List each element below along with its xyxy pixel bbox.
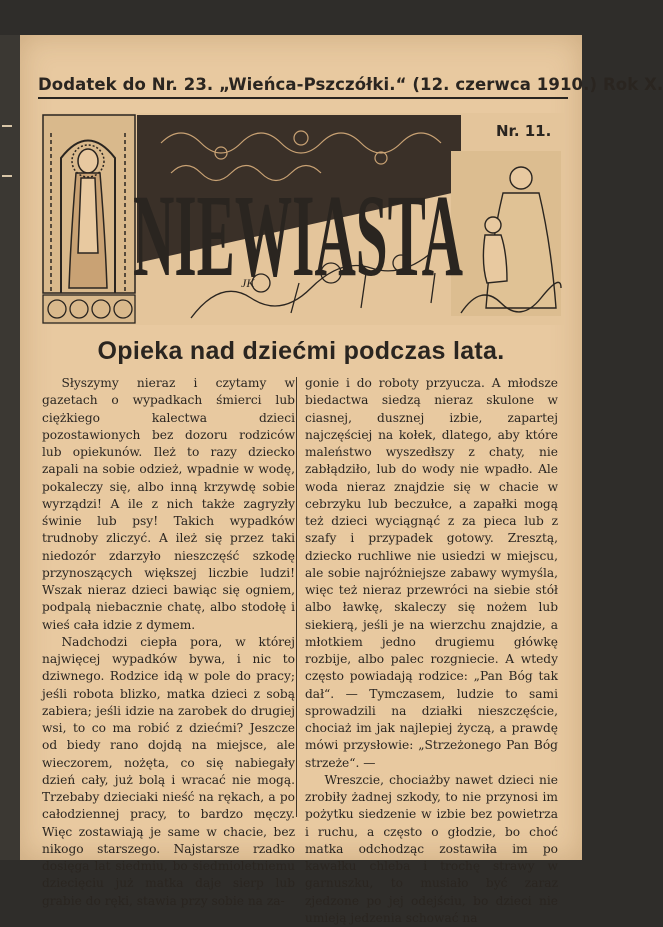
issue-number: Nr. 11. xyxy=(496,122,552,140)
artist-signature: JK xyxy=(241,276,255,290)
mother-child-vignette xyxy=(451,151,561,316)
edge-mark xyxy=(2,175,12,177)
scanner-edge xyxy=(0,35,20,860)
header-rule xyxy=(38,97,568,99)
newspaper-page xyxy=(20,35,663,925)
ornament-row xyxy=(43,295,135,323)
article-column-right xyxy=(305,375,558,927)
article-title: Opieka nad dziećmi podczas lata. xyxy=(97,337,505,365)
paragraph: Wreszcie, chociażby nawet dzieci nie zrobiły żadnej szkody, to nie przynosi im pożytku siedzenie w izbie bez powietrza i ruchu, a często o głodzie, bo choć matka odchodząc zostawiła im po kawałku chleba i trochę strawy w garnuszku, to musiało być zaraz zjedzone po jej odejściu, bo dzieci nie umieją jedzenia schować na xyxy=(305,772,558,925)
paragraph: Słyszymy nieraz i czytamy w gazetach o wypadkach śmierci lub ciężkiego kalectwa dzieci pozostawionych bez dozoru rodziców lub opiekunów. Ileż to razy dziecko zapali na sobie odzież, wpadnie w wodę, pokaleczy się, albo inną krzywdę sobie wyrządzi! A ile z nich także zagryzły świnie lub psy! Takich wypadków trudnoby zliczyć. A ileż się przez taki niedozór zdarzyło nieszczęść szkodę przynoszących większej liczbie ludzi! Wszak nieraz dzieci bawiąc się ogniem, podpalą niebacznie chatę, albo stodołę i wieś cała idzie z dymem. xyxy=(42,376,295,632)
paragraph: Nadchodzi ciepła pora, w której najwięcej wypadków bywa, i nic to dziwnego. Rodzice idą w pole do pracy; jeśli robota blizko, matka dzieci z sobą zabiera; jeśli idzie na zarobek do drugiej wsi, to co ma robić z dziećmi? Jeszcze od biedy rano dojdą na miejsce, ale wieczorem, nożęta, co się nabiegały dzień cały, już bolą i wracać nie mogą. Trzebaby dzieciaki nieść na rękach, a po całodziennej pracy, to bardzo męczy. Więc zostawiają je same w chacie, bez nikogo starszego. Najstarsze rzadko dosięga lat siedmiu, bo siedmioletniemu dziecięciu już matka daje sierp lub grabie do ręki, stawia przy sobie na za- xyxy=(42,634,295,908)
article-column-left xyxy=(42,375,295,910)
supplement-header: Dodatek do Nr. 23. „Wieńca-Pszczółki.“ (12. czerwca 1910.) Rok X. xyxy=(38,75,663,94)
paragraph: gonie i do roboty przyucza. A młodsze biedactwa siedzą nieraz skulone w ciasnej, dusznej izbie, zapartej najczęściej na kołek, dlatego, aby które maleństwo wyszedłszy z chaty, nie zabłądziło, lub do wody nie wpadło. Ale woda nieraz znajdzie się w chacie w cebrzyku lub beczułce, a zapałki mogą też dzieci wyciągnąć z za pieca lub z szafy i przypadek gotowy. Zresztą, dziecko ruchliwe nie usiedzi w miejscu, ale sobie najróżniejsze zabawy wymyśla, więc też nieraz przewróci na siebie stół albo ławkę, skaleczy się nożem lub siekierą, jeśli je na wierzchu znajdzie, a młotkiem jedno drugiemu główkę rozbije, albo palec rozgniecie. A wtedy często powiadają rodzice: „Pan Bóg tak dał“. — Tymczasem, ludzie to sami sprowadzili na działki nieszczęście, chociaż im jak najlepiej życzą, a prawdę mówi przysłowie: „Strzeżonego Pan Bóg strzeże“. — xyxy=(305,376,558,770)
edge-mark xyxy=(2,125,12,127)
masthead-illustration xyxy=(41,113,564,325)
masthead-logo-text: NIEWIASTA xyxy=(133,170,463,301)
column-divider xyxy=(296,377,297,817)
madonna-panel xyxy=(43,115,135,293)
